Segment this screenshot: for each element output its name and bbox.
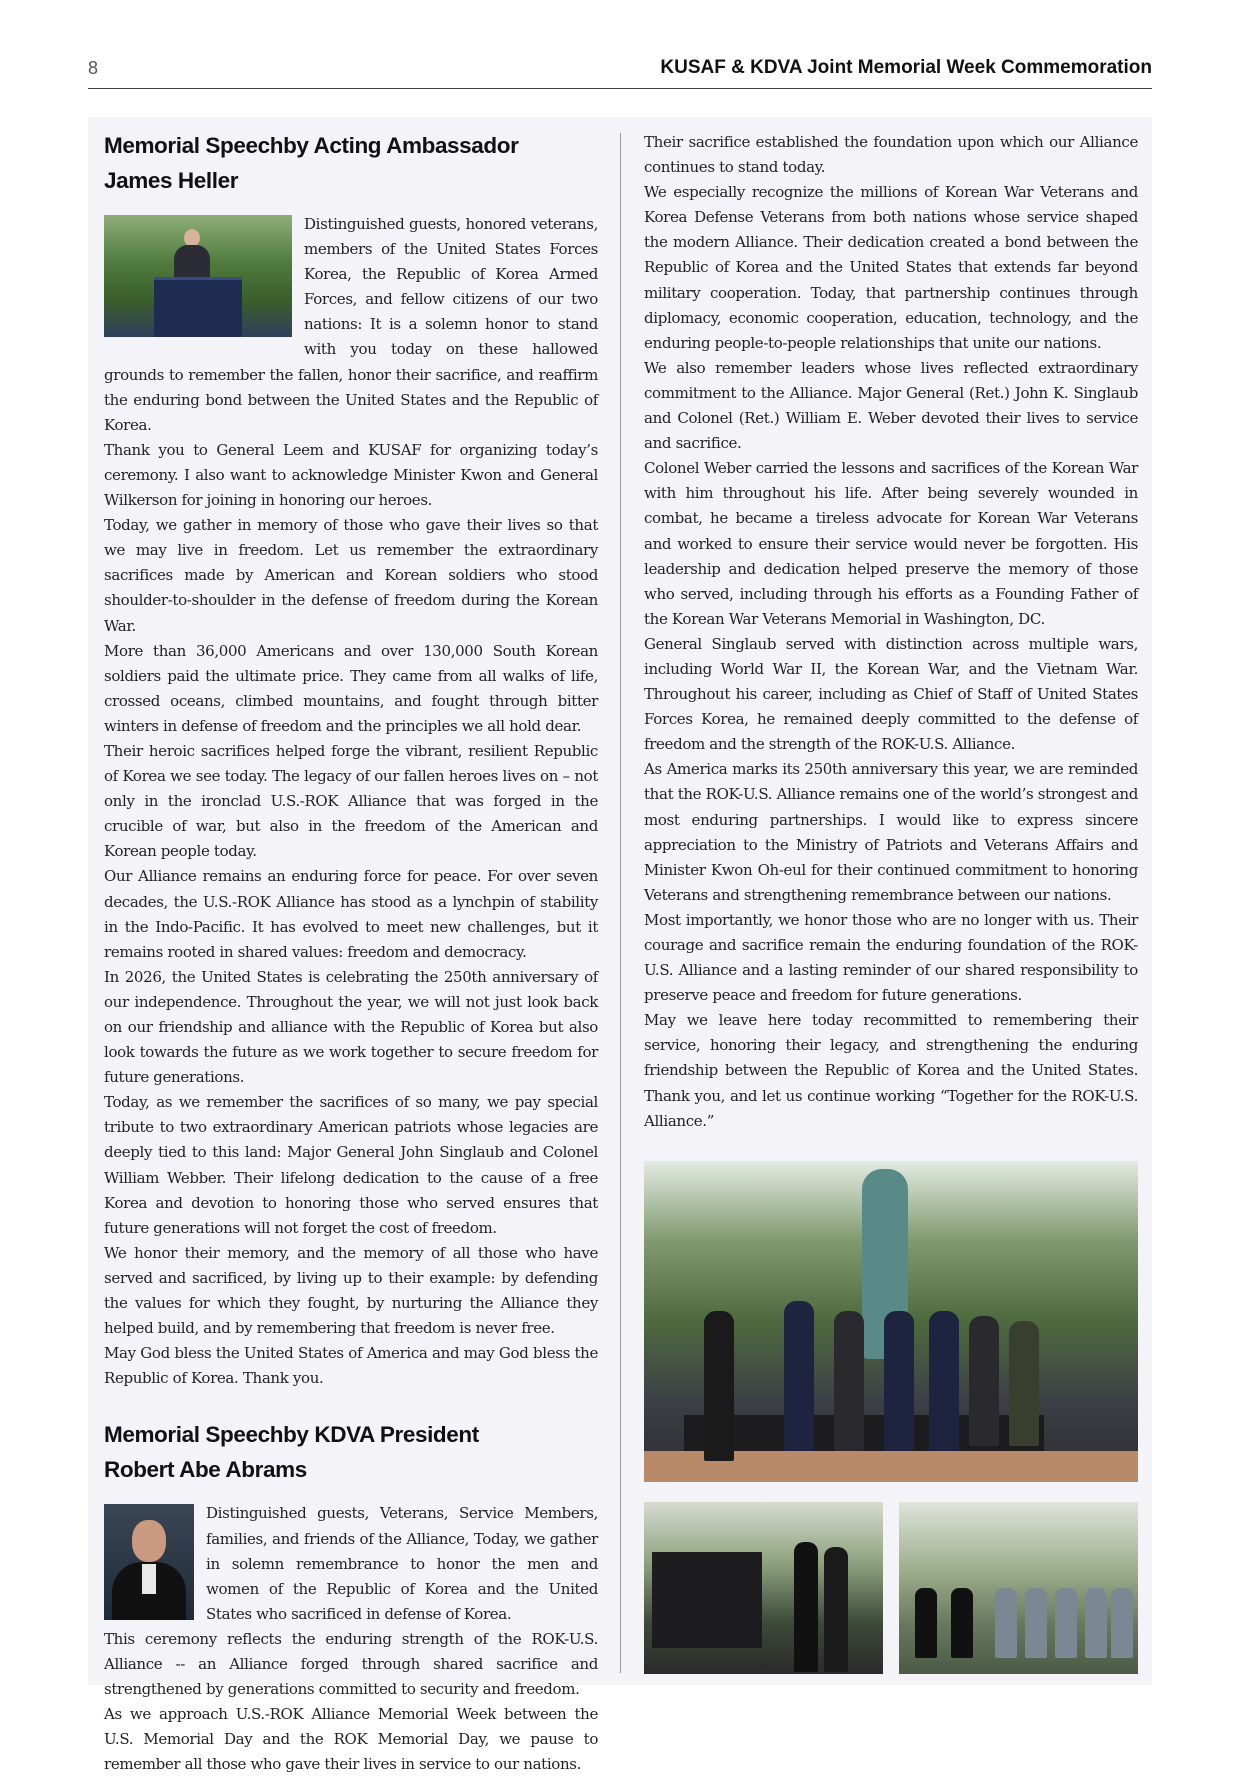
right-column	[644, 130, 1138, 1134]
speech1-paragraph: More than 36,000 Americans and over 130,000 South Korean soldiers paid the ultimate price. They came from all walks of life, crossed oceans, climbed mountains, and fought through bitter winters in defense of freedom and the principles we all hold dear.	[104, 641, 598, 735]
speech2-section	[104, 1417, 598, 1777]
speech1-paragraph: Today, we gather in memory of those who gave their lives so that we may live in freedom. Let us remember the extraordinary sacrifices made by American and Korean soldiers who stood shoulder-to-shoulder in the defense of freedom during the Korean War.	[104, 516, 598, 635]
speech1-paragraph: Distinguished guests, honored veterans, members of the United States Forces Korea, the Republic of Korea Armed Forces, and fellow citizens of our two nations: It is a solemn honor to stand with you today on these hallowed grounds to remember the fallen, honor their sacrifice, and reaffirm the enduring bond between the United States and the Republic of Korea.	[104, 215, 598, 434]
page-header	[88, 56, 1152, 89]
speech2-paragraph: May we leave here today recommitted to remembering their service, honoring their legacy, and strengthening the enduring friendship between the Republic of Korea and the United States. Thank you, and let us continue working “Together for the ROK-U.S. Alliance.”	[644, 1011, 1138, 1130]
speech2-paragraph: We especially recognize the millions of Korean War Veterans and Korea Defense Veterans from both nations whose service shaped the modern Alliance. Their dedication created a bond between the Republic of Korea and the United States that extends far beyond military cooperation. Today, that partnership continues through diplomacy, economic cooperation, education, technology, and the enduring people-to-people relationships that unite our nations.	[644, 183, 1138, 352]
speech1-paragraph: Today, as we remember the sacrifices of so many, we pay special tribute to two extraordinary American patriots whose legacies are deeply tied to this land: Major General John Singlaub and Colonel William Webber. Their lifelong dedication to the cause of a free Korea and devotion to honoring those who served ensures that future generations will not forget the cost of freedom.	[104, 1093, 598, 1237]
column-divider	[620, 133, 621, 1673]
speech1-paragraph: In 2026, the United States is celebrating the 250th anniversary of our independence. Throughout the year, we will not just look back on our friendship and alliance with the Republic of Korea but also look towards the future as we work together to secure freedom for future generations.	[104, 967, 598, 1087]
speech2-paragraph: We also remember leaders whose lives reflected extraordinary commitment to the Alliance. Major General (Ret.) John K. Singlaub and Colonel (Ret.) William E. Weber devoted their lives to service and sacrifice.	[644, 358, 1138, 453]
president-portrait	[104, 1504, 194, 1620]
speech2-paragraph: Their sacrifice established the foundation upon which our Alliance continues to stand today.	[644, 133, 1138, 177]
speech2-paragraph: Colonel Weber carried the lessons and sacrifices of the Korean War with him throughout his life. After being severely wounded in combat, he became a tireless advocate for Korean War Veterans and worked to ensure their service would never be forgotten. His leadership and dedication helped preserve the memory of those who served, including through his efforts as a Founding Father of the Korean War Veterans Memorial in Washington, DC.	[644, 459, 1138, 628]
speech1-paragraph: Their heroic sacrifices helped forge the vibrant, resilient Republic of Korea we see today. The legacy of our fallen heroes lives on – not only in the ironclad U.S.-ROK Alliance that was forged in the crucible of war, but also in the freedom of the American and Korean people today.	[104, 741, 598, 861]
speech2-heading	[104, 1417, 598, 1487]
speech1-paragraph: Our Alliance remains an enduring force for peace. For over seven decades, the U.S.-ROK Alliance has stood as a lynchpin of stability in the Indo-Pacific. It has evolved to meet new challenges, but it remains rooted in shared values: freedom and democracy.	[104, 867, 598, 961]
speech2-heading-line2: Robert Abe Abrams	[104, 1457, 307, 1483]
speech2-paragraph: As America marks its 250th anniversary this year, we are reminded that the ROK-U.S. Alliance remains one of the world’s strongest and most enduring partnerships. I would like to express sincere appreciation to the Ministry of Patriots and Veterans Affairs and Minister Kwon Oh-eul for their continued commitment to honoring Veterans and strengthening remembrance between our nations.	[644, 760, 1138, 904]
speech2-paragraph: As we approach U.S.-ROK Alliance Memorial Week between the U.S. Memorial Day and the ROK Memorial Day, we pause to remember all those who gave their lives in service to our nations.	[104, 1705, 598, 1774]
speech2-paragraph: Most importantly, we honor those who are no longer with us. Their courage and sacrifice remain the enduring foundation of the ROK-U.S. Alliance and a lasting reminder of our shared responsibility to preserve peace and freedom for future generations.	[644, 910, 1138, 1005]
speech1-paragraph: Thank you to General Leem and KUSAF for organizing today’s ceremony. I also want to acknowledge Minister Kwon and General Wilkerson for joining in honoring our heroes.	[104, 440, 598, 510]
ambassador-photo	[104, 215, 292, 337]
speech2-paragraph: Distinguished guests, Veterans, Service Members, families, and friends of the Alliance, Today, we gather in solemn remembrance to honor the men and women of the Republic of Korea and the United States who sacrificed in defense of Korea.	[206, 1504, 598, 1623]
left-column	[104, 128, 598, 1777]
speech1-heading-line2: James Heller	[104, 168, 239, 193]
memorial-stone-photo	[644, 1502, 883, 1674]
speech1-heading	[104, 128, 598, 198]
cadets-photo	[899, 1502, 1138, 1674]
speech1-heading-line1: Memorial Speechby Acting Ambassador	[104, 133, 519, 158]
page-number: 8	[88, 58, 99, 78]
speech2-paragraph: General Singlaub served with distinction across multiple wars, including World War II, the Korean War, and the Vietnam War. Throughout his career, including as Chief of Staff of United States Forces Korea, he remained deeply committed to the defense of freedom and the strength of the ROK-U.S. Alliance.	[644, 634, 1138, 754]
speech2-heading-line1: Memorial Speechby KDVA President	[104, 1422, 479, 1448]
running-title: KUSAF & KDVA Joint Memorial Week Commemoration	[660, 57, 1152, 78]
speech1-paragraph: May God bless the United States of America and may God bless the Republic of Korea. Thank you.	[104, 1344, 598, 1388]
speech1-paragraph: We honor their memory, and the memory of all those who have served and sacrificed, by living up to their example: by defending the values for which they fought, by nurturing the Alliance they helped build, and by remembering that freedom is never free.	[104, 1243, 598, 1338]
ceremony-group-photo	[644, 1161, 1138, 1482]
speech2-paragraph: This ceremony reflects the enduring strength of the ROK-U.S. Alliance -- an Alliance forged through shared sacrifice and strengthened by generations committed to security and freedom.	[104, 1629, 598, 1699]
